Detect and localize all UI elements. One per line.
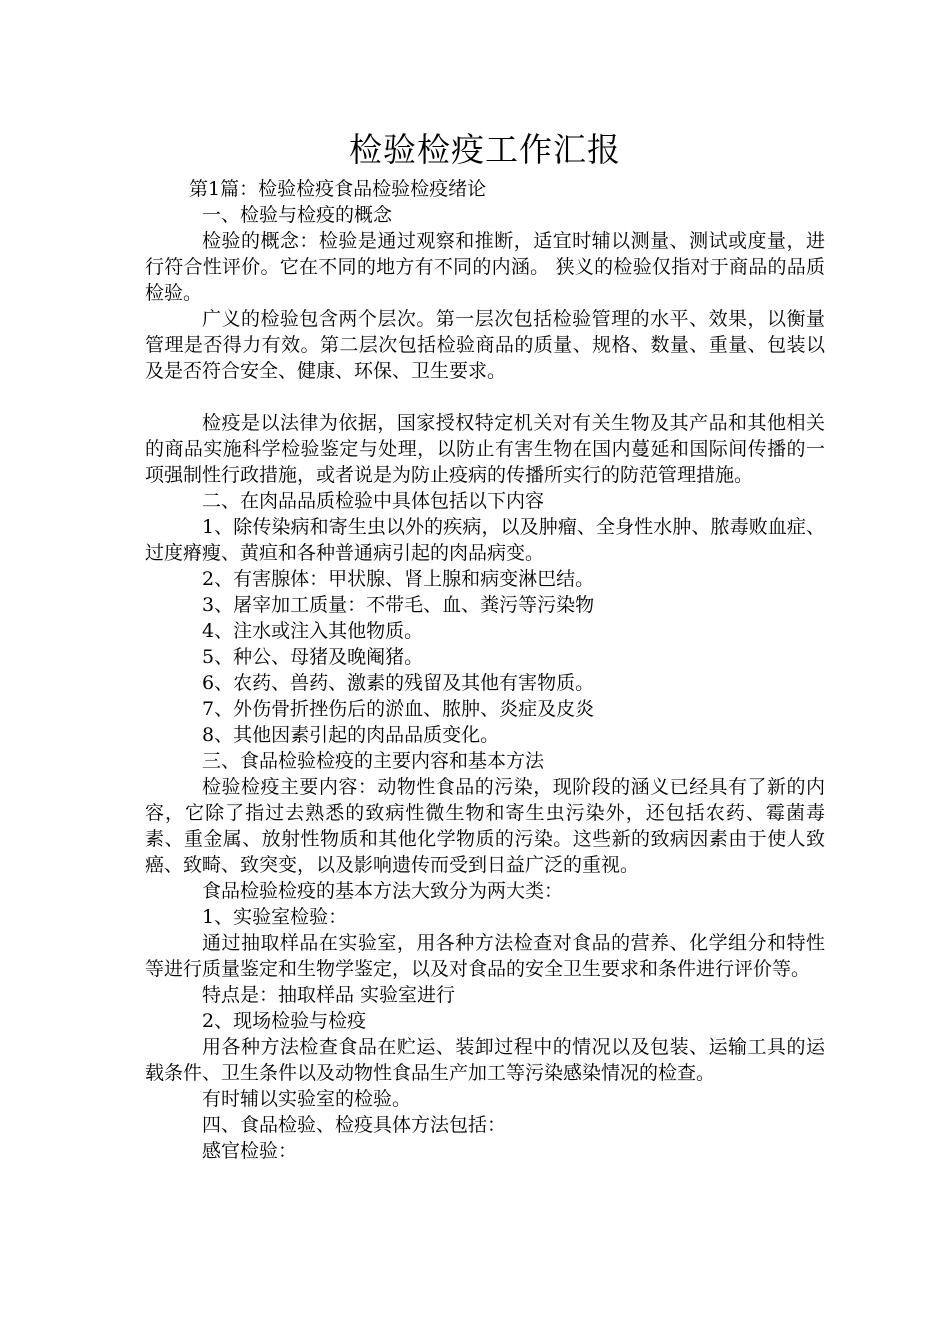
paragraph-quarantine-definition: 检疫是以法律为依据，国家授权特定机关对有关生物及其产品和其他相关的商品实施科学检验鉴定与处理，以防止有害生物在国内蔓延和国际间传播的一项强制性行政措施，或者说是为防止疫病的传播所实行的防范管理措施。 bbox=[145, 412, 825, 486]
blank-line bbox=[145, 384, 825, 410]
list-item: 3、屠宰加工质量：不带毛、血、粪污等污染物 bbox=[202, 594, 595, 616]
list-item: 8、其他因素引起的肉品品质变化。 bbox=[202, 724, 500, 746]
section-heading-3: 三、食品检验检疫的主要内容和基本方法 bbox=[202, 750, 545, 772]
document-title: 检验检疫工作汇报 bbox=[349, 130, 621, 169]
paragraph-broad-inspection: 广义的检验包含两个层次。第一层次包括检验管理的水平、效果，以衡量管理是否得力有效。第二层次包括检验商品的质量、规格、数量、重量、包装以及是否符合安全、健康、环保、卫生要求。 bbox=[145, 308, 825, 382]
paragraph-field-supplement: 有时辅以实验室的检验。 bbox=[202, 1088, 412, 1110]
paragraph-field-inspection: 用各种方法检查食品在贮运、装卸过程中的情况以及包装、运输工具的运载条件、卫生条件以及动物性食品生产加工等污染感染情况的检查。 bbox=[145, 1036, 825, 1084]
paragraph-lab-features: 特点是：抽取样品 实验室进行 bbox=[202, 984, 456, 1006]
list-item: 2、有害腺体：甲状腺、肾上腺和病变淋巴结。 bbox=[202, 568, 595, 590]
section-heading-1: 一、检验与检疫的概念 bbox=[202, 204, 393, 226]
section-heading-4: 四、食品检验、检疫具体方法包括： bbox=[202, 1114, 507, 1136]
list-item: 6、农药、兽药、激素的残留及其他有害物质。 bbox=[202, 672, 595, 694]
subheading-field-inspection: 2、现场检验与检疫 bbox=[202, 1010, 367, 1032]
list-item: 5、种公、母猪及晚阉猪。 bbox=[202, 646, 424, 668]
list-item: 4、注水或注入其他物质。 bbox=[202, 620, 424, 642]
paragraph-sensory-inspection: 感官检验： bbox=[202, 1140, 298, 1162]
paragraph-inspection-definition: 检验的概念：检验是通过观察和推断，适宜时辅以测量、测试或度量，进行符合性评价。它在不同的地方有不同的内涵。 狭义的检验仅指对于商品的品质检验。 bbox=[145, 230, 825, 304]
subheading-lab-inspection: 1、实验室检验： bbox=[202, 906, 348, 928]
document-page bbox=[145, 128, 825, 1164]
paragraph-basic-methods: 食品检验检疫的基本方法大致分为两大类： bbox=[202, 880, 564, 902]
article-heading: 第1篇：检验检疫食品检验检疫绪论 bbox=[189, 178, 487, 200]
list-item: 1、除传染病和寄生虫以外的疾病，以及肿瘤、全身性水肿、脓毒败血症、过度瘠瘦、黄疸和各种普通病引起的肉品病变。 bbox=[145, 516, 825, 564]
section-heading-2: 二、在肉品品质检验中具体包括以下内容 bbox=[202, 490, 545, 512]
paragraph-lab-inspection: 通过抽取样品在实验室，用各种方法检查对食品的营养、化学组分和特性等进行质量鉴定和生物学鉴定，以及对食品的安全卫生要求和条件进行评价等。 bbox=[145, 932, 825, 980]
paragraph-main-content: 检验检疫主要内容：动物性食品的污染，现阶段的涵义已经具有了新的内容，它除了指过去熟悉的致病性微生物和寄生虫污染外，还包括农药、霉菌毒素、重金属、放射性物质和其他化学物质的污染。这些新的致病因素由于使人致癌、致畸、致突变，以及影响遗传而受到日益广泛的重视。 bbox=[145, 776, 825, 876]
list-item: 7、外伤骨折挫伤后的淤血、脓肿、炎症及皮炎 bbox=[202, 698, 595, 720]
